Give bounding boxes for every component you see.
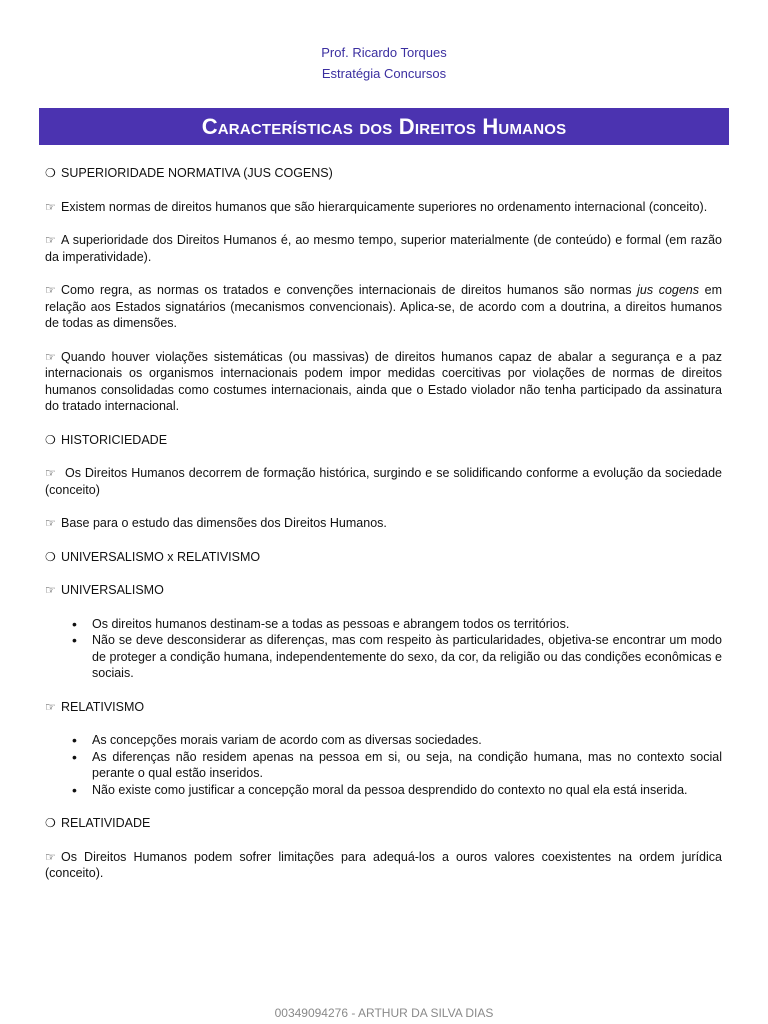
paragraph: ☞ Quando houver violações sistemáticas (ou massivas) de direitos humanos capaz de abalar a segurança e a paz internacionais os organismos internacionais podem impor medidas coercitivas por violações de normas de direitos humanos consolidadas como costumes internacionais, ainda que o Estado violador não tenha participado da assinatura do tratado internacional. <box>45 349 722 413</box>
heading-universalismo-relativismo: ❍ UNIVERSALISMO x RELATIVISMO <box>45 549 261 564</box>
pointing-hand-icon: ☞ <box>45 849 56 864</box>
heading-superioridade: ❍ SUPERIORIDADE NORMATIVA (JUS COGENS) <box>45 166 333 180</box>
subheading-relativismo: ☞ RELATIVISMO <box>45 699 145 714</box>
section-title: Características dos Direitos Humanos <box>201 113 567 139</box>
document-body <box>45 165 722 899</box>
list-item: • Os direitos humanos destinam-se a todas as pessoas e abrangem todos os territórios. <box>92 616 722 633</box>
circle-bullet-icon: ❍ <box>45 432 56 447</box>
pointing-hand-icon: ☞ <box>45 283 56 297</box>
paragraph: ☞ Base para o estudo das dimensões dos Direitos Humanos. <box>45 516 387 530</box>
footer-text: 00349094276 - ARTHUR DA SILVA DIAS <box>274 1006 494 1020</box>
page-footer-watermark <box>0 1006 768 1020</box>
bullet-list-relativismo <box>45 732 722 798</box>
organization-name: Estratégia Concursos <box>321 66 447 81</box>
paragraph: ☞ Existem normas de direitos humanos que são hierarquicamente superiores no ordenamento internacional (conceito). <box>45 199 708 214</box>
author-name: Prof. Ricardo Torques <box>321 45 447 60</box>
paragraph: ☞ Os Direitos Humanos podem sofrer limitações para adequá-los a ouros valores coexistentes na ordem jurídica (conceito). <box>45 849 722 880</box>
pointing-hand-icon: ☞ <box>45 349 56 364</box>
list-item: • Não existe como justificar a concepção moral da pessoa desprendido do contexto no qual ela está inserida. <box>92 782 722 799</box>
pointing-hand-icon: ☞ <box>45 233 56 247</box>
page-header <box>0 42 768 84</box>
circle-bullet-icon: ❍ <box>45 166 56 180</box>
list-item: • As concepções morais variam de acordo com as diversas sociedades. <box>92 732 722 749</box>
paragraph: ☞ Como regra, as normas os tratados e convenções internacionais de direitos humanos são normas jus cogens em relação aos Estados signatários (mecanismos convencionais). Aplica-se, de acordo com a doutrina, a direitos humanos de todas as dimensões. <box>45 283 722 330</box>
section-title-banner <box>39 108 729 145</box>
paragraph: ☞ A superioridade dos Direitos Humanos é, ao mesmo tempo, superior materialmente (de conteúdo) e formal (em razão da imperatividade). <box>45 233 722 264</box>
list-item: • As diferenças não residem apenas na pessoa em si, ou seja, na condição humana, mas no contexto social perante o qual estão inseridos. <box>92 749 722 782</box>
circle-bullet-icon: ❍ <box>45 549 56 564</box>
subheading-universalismo: ☞ UNIVERSALISMO <box>45 583 164 597</box>
pointing-hand-icon: ☞ <box>45 466 56 480</box>
heading-relatividade: ❍ RELATIVIDADE <box>45 816 151 830</box>
pointing-hand-icon: ☞ <box>45 199 56 214</box>
pointing-hand-icon: ☞ <box>45 583 56 597</box>
circle-bullet-icon: ❍ <box>45 816 56 830</box>
list-item: • Não se deve desconsiderar as diferenças, mas com respeito às particularidades, objetiva-se encontrar um modo de proteger a condição humana, independentemente do sexo, da cor, da religião ou das condições econômicas e sociais. <box>92 632 722 682</box>
bullet-list-universalismo <box>45 616 722 682</box>
pointing-hand-icon: ☞ <box>45 699 56 714</box>
heading-historicidade: ❍ HISTORICIEDADE <box>45 432 168 447</box>
pointing-hand-icon: ☞ <box>45 516 56 530</box>
paragraph: ☞ Os Direitos Humanos decorrem de formação histórica, surgindo e se solidificando conforme a evolução da sociedade (conceito) <box>45 466 722 497</box>
